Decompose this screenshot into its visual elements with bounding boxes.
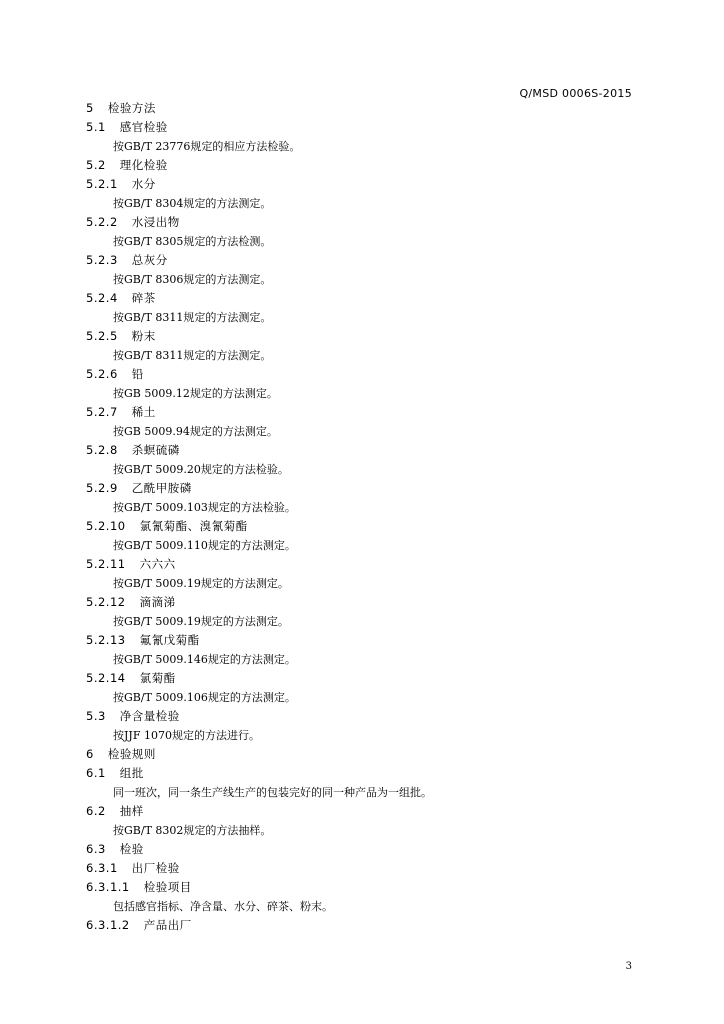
section-number: 6 [86,747,94,761]
section-number: 5.2.3 [86,253,118,267]
section-heading [86,175,646,194]
section-number: 5.2.8 [86,443,118,457]
section-title: 总灰分 [131,253,168,267]
section-number: 5.2.10 [86,519,126,533]
section-number: 5 [86,101,94,115]
paragraph: 按GB/T 8311规定的方法测定。 [113,311,272,324]
section-title: 检验方法 [107,101,156,115]
section-title: 水浸出物 [131,215,180,229]
section-title: 碎茶 [131,291,156,305]
section-title: 氟氰戊菊酯 [139,633,200,647]
paragraph: 按GB/T 8311规定的方法测定。 [113,349,272,362]
section-heading [86,916,646,935]
section-number: 5.2.5 [86,329,118,343]
section-number: 5.2.12 [86,595,126,609]
section-heading [86,99,646,118]
section-heading [86,517,646,536]
section-title: 出厂检验 [131,861,180,875]
paragraph: 按GB/T 8304规定的方法测定。 [113,197,272,210]
section-title: 杀螟硫磷 [131,443,180,457]
paragraph: 按GB/T 8306规定的方法测定。 [113,273,272,286]
section-number: 6.1 [86,766,106,780]
paragraph: 按GB/T 5009.19规定的方法测定。 [113,615,289,628]
section-heading [86,441,646,460]
paragraph: 按GB/T 5009.106规定的方法测定。 [113,691,296,704]
section-title: 产品出厂 [143,918,192,932]
section-number: 6.3.1.1 [86,880,130,894]
section-title: 检验规则 [107,747,156,761]
section-heading [86,707,646,726]
section-number: 6.2 [86,804,106,818]
section-heading [86,840,646,859]
section-heading [86,764,646,783]
section-title: 稀土 [131,405,156,419]
section-heading [86,289,646,308]
section-title: 粉末 [131,329,156,343]
section-heading [86,802,646,821]
section-title: 乙酰甲胺磷 [131,481,192,495]
section-heading [86,251,646,270]
section-heading [86,156,646,175]
section-title: 检验项目 [143,880,192,894]
page-number: 3 [625,961,632,972]
section-heading [86,669,646,688]
section-number: 5.2.13 [86,633,126,647]
section-number: 5.2.6 [86,367,118,381]
section-title: 抽样 [119,804,144,818]
section-heading [86,878,646,897]
section-heading [86,479,646,498]
paragraph: 按GB 5009.12规定的方法测定。 [113,387,278,400]
section-title: 组批 [119,766,144,780]
section-number: 5.1 [86,120,106,134]
section-number: 5.2 [86,158,106,172]
section-title: 感官检验 [119,120,168,134]
paragraph: 同一班次，同一条生产线生产的包装完好的同一种产品为一组批。 [113,786,432,799]
document-body [86,99,646,935]
section-number: 5.2.9 [86,481,118,495]
section-heading [86,403,646,422]
paragraph: 按GB/T 8305规定的方法检测。 [113,235,272,248]
section-heading [86,745,646,764]
section-heading [86,213,646,232]
section-heading [86,859,646,878]
section-heading [86,593,646,612]
section-number: 6.3.1.2 [86,918,130,932]
section-title: 水分 [131,177,156,191]
section-heading [86,365,646,384]
section-title: 氯氰菊酯、溴氰菊酯 [139,519,248,533]
section-number: 5.3 [86,709,106,723]
section-title: 六六六 [139,557,176,571]
paragraph: 按GB/T 5009.19规定的方法测定。 [113,577,289,590]
section-number: 6.3 [86,842,106,856]
section-number: 6.3.1 [86,861,118,875]
section-heading [86,118,646,137]
paragraph: 按GB/T 5009.103规定的方法检验。 [113,501,296,514]
section-title: 滴滴涕 [139,595,176,609]
paragraph: 按GB/T 5009.110规定的方法测定。 [113,539,296,552]
section-title: 检验 [119,842,144,856]
paragraph: 包括感官指标、净含量、水分、碎茶、粉末。 [113,900,333,913]
paragraph: 按GB/T 5009.146规定的方法测定。 [113,653,296,666]
section-heading [86,631,646,650]
standard-code: Q/MSD 0006S-2015 [519,87,632,100]
section-title: 氯菊酯 [139,671,176,685]
section-title: 铅 [131,367,144,381]
paragraph: 按GB/T 5009.20规定的方法检验。 [113,463,289,476]
paragraph: 按JJF 1070规定的方法进行。 [113,729,260,742]
paragraph: 按GB/T 8302规定的方法抽样。 [113,824,272,837]
section-number: 5.2.2 [86,215,118,229]
section-number: 5.2.11 [86,557,126,571]
paragraph: 按GB/T 23776规定的相应方法检验。 [113,140,301,153]
section-title: 净含量检验 [119,709,180,723]
section-heading [86,327,646,346]
section-heading [86,555,646,574]
paragraph: 按GB 5009.94规定的方法测定。 [113,425,278,438]
section-number: 5.2.7 [86,405,118,419]
section-number: 5.2.4 [86,291,118,305]
section-number: 5.2.1 [86,177,118,191]
section-number: 5.2.14 [86,671,126,685]
section-title: 理化检验 [119,158,168,172]
